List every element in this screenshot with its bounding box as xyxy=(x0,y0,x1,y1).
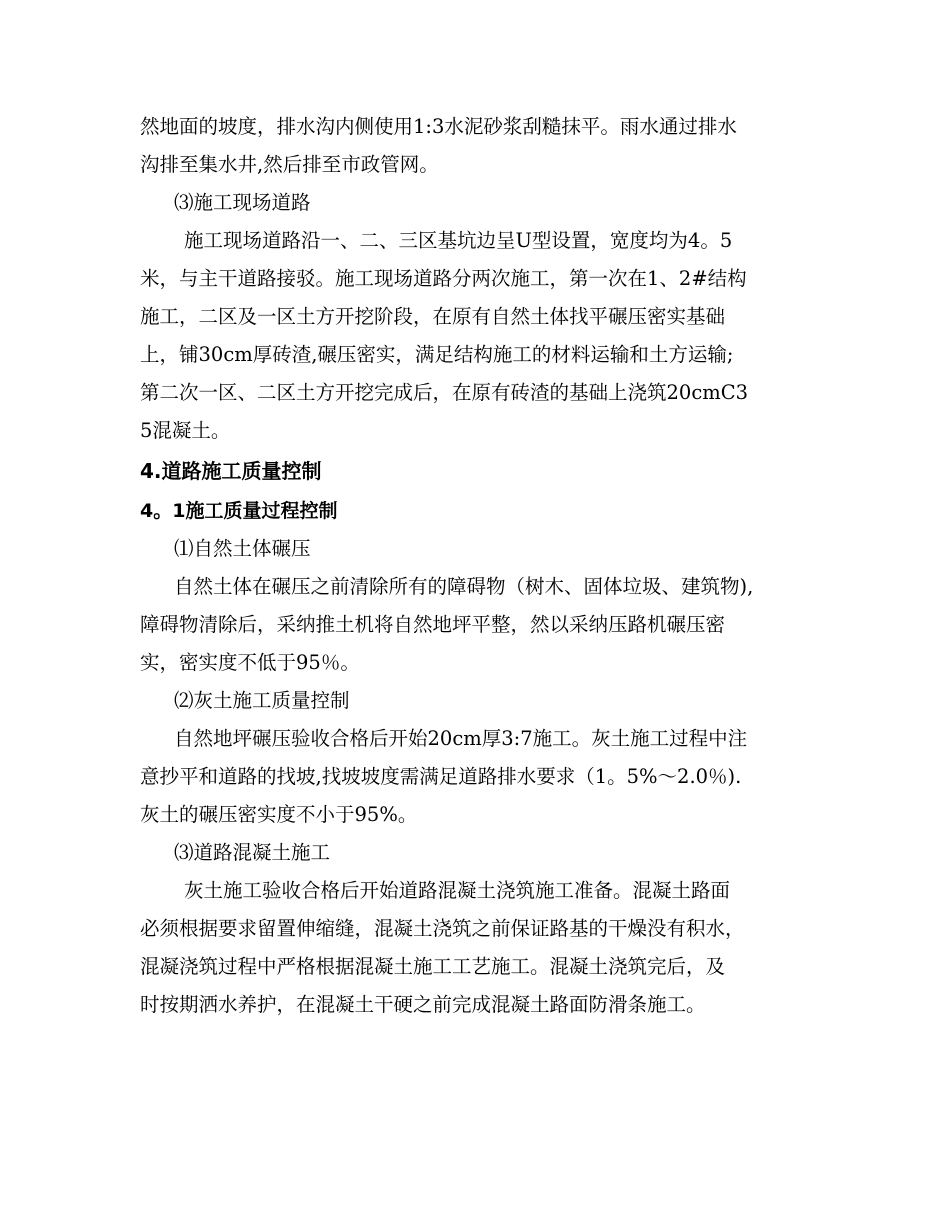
paragraph-line: 上，铺30cm厚砖渣,碾压密实，满足结构施工的材料运输和土方运输; xyxy=(140,343,734,366)
subsection-label: ⑵灰土施工质量控制 xyxy=(174,689,350,712)
paragraph-line: 时按期洒水养护，在混凝土干硬之前完成混凝土路面防滑条施工。 xyxy=(140,993,706,1016)
paragraph-line: 混凝浇筑过程中严格根据混凝土施工工艺施工。混凝土浇筑完后，及 xyxy=(140,955,726,978)
paragraph-line: 施工，二区及一区土方开挖阶段，在原有自然土体找平碾压密实基础 xyxy=(140,305,726,328)
paragraph-line: 自然地坪碾压验收合格后开始20cm厚3:7施工。灰土施工过程中注 xyxy=(174,727,748,750)
paragraph-line: 米，与主干道路接驳。施工现场道路分两次施工，第一次在1、2#结构 xyxy=(140,267,747,290)
section-heading: 4.道路施工质量控制 xyxy=(140,459,322,483)
paragraph-line: 施工现场道路沿一、二、三区基坑边呈U型设置，宽度均为4。5 xyxy=(184,229,733,252)
paragraph-line: 意抄平和道路的找坡,找坡坡度需满足道路排水要求（1。5%～2.0％). xyxy=(140,765,742,788)
paragraph-line: 实，密实度不低于95％。 xyxy=(140,651,360,674)
paragraph-line: 灰土的碾压密实度不小于95%。 xyxy=(140,803,418,826)
paragraph-line: 必须根据要求留置伸缩缝，混凝土浇筑之前保证路基的干燥没有积水， xyxy=(140,917,745,940)
subsection-label: ⑴自然土体碾压 xyxy=(174,537,311,560)
paragraph-line: 自然土体在碾压之前清除所有的障碍物（树木、固体垃圾、建筑物), xyxy=(174,575,754,598)
paragraph-line: 第二次一区、二区土方开挖完成后，在原有砖渣的基础上浇筑20cmC3 xyxy=(140,381,749,404)
paragraph-line: 5混凝土。 xyxy=(140,419,231,442)
paragraph-line: 障碍物清除后，采纳推土机将自然地坪平整，然以采纳压路机碾压密 xyxy=(140,613,726,636)
paragraph-line: 灰土施工验收合格后开始道路混凝土浇筑施工准备。混凝土路面 xyxy=(184,879,731,902)
subsection-heading: 4。1施工质量过程控制 xyxy=(140,500,338,522)
paragraph-line: 沟排至集水井,然后排至市政管网。 xyxy=(140,153,439,176)
subsection-label: ⑶施工现场道路 xyxy=(174,191,311,214)
subsection-label: ⑶道路混凝土施工 xyxy=(174,841,331,864)
document-body xyxy=(140,108,830,1024)
paragraph-line: 然地面的坡度，排水沟内侧使用1:3水泥砂浆刮糙抹平。雨水通过排水 xyxy=(140,115,737,138)
